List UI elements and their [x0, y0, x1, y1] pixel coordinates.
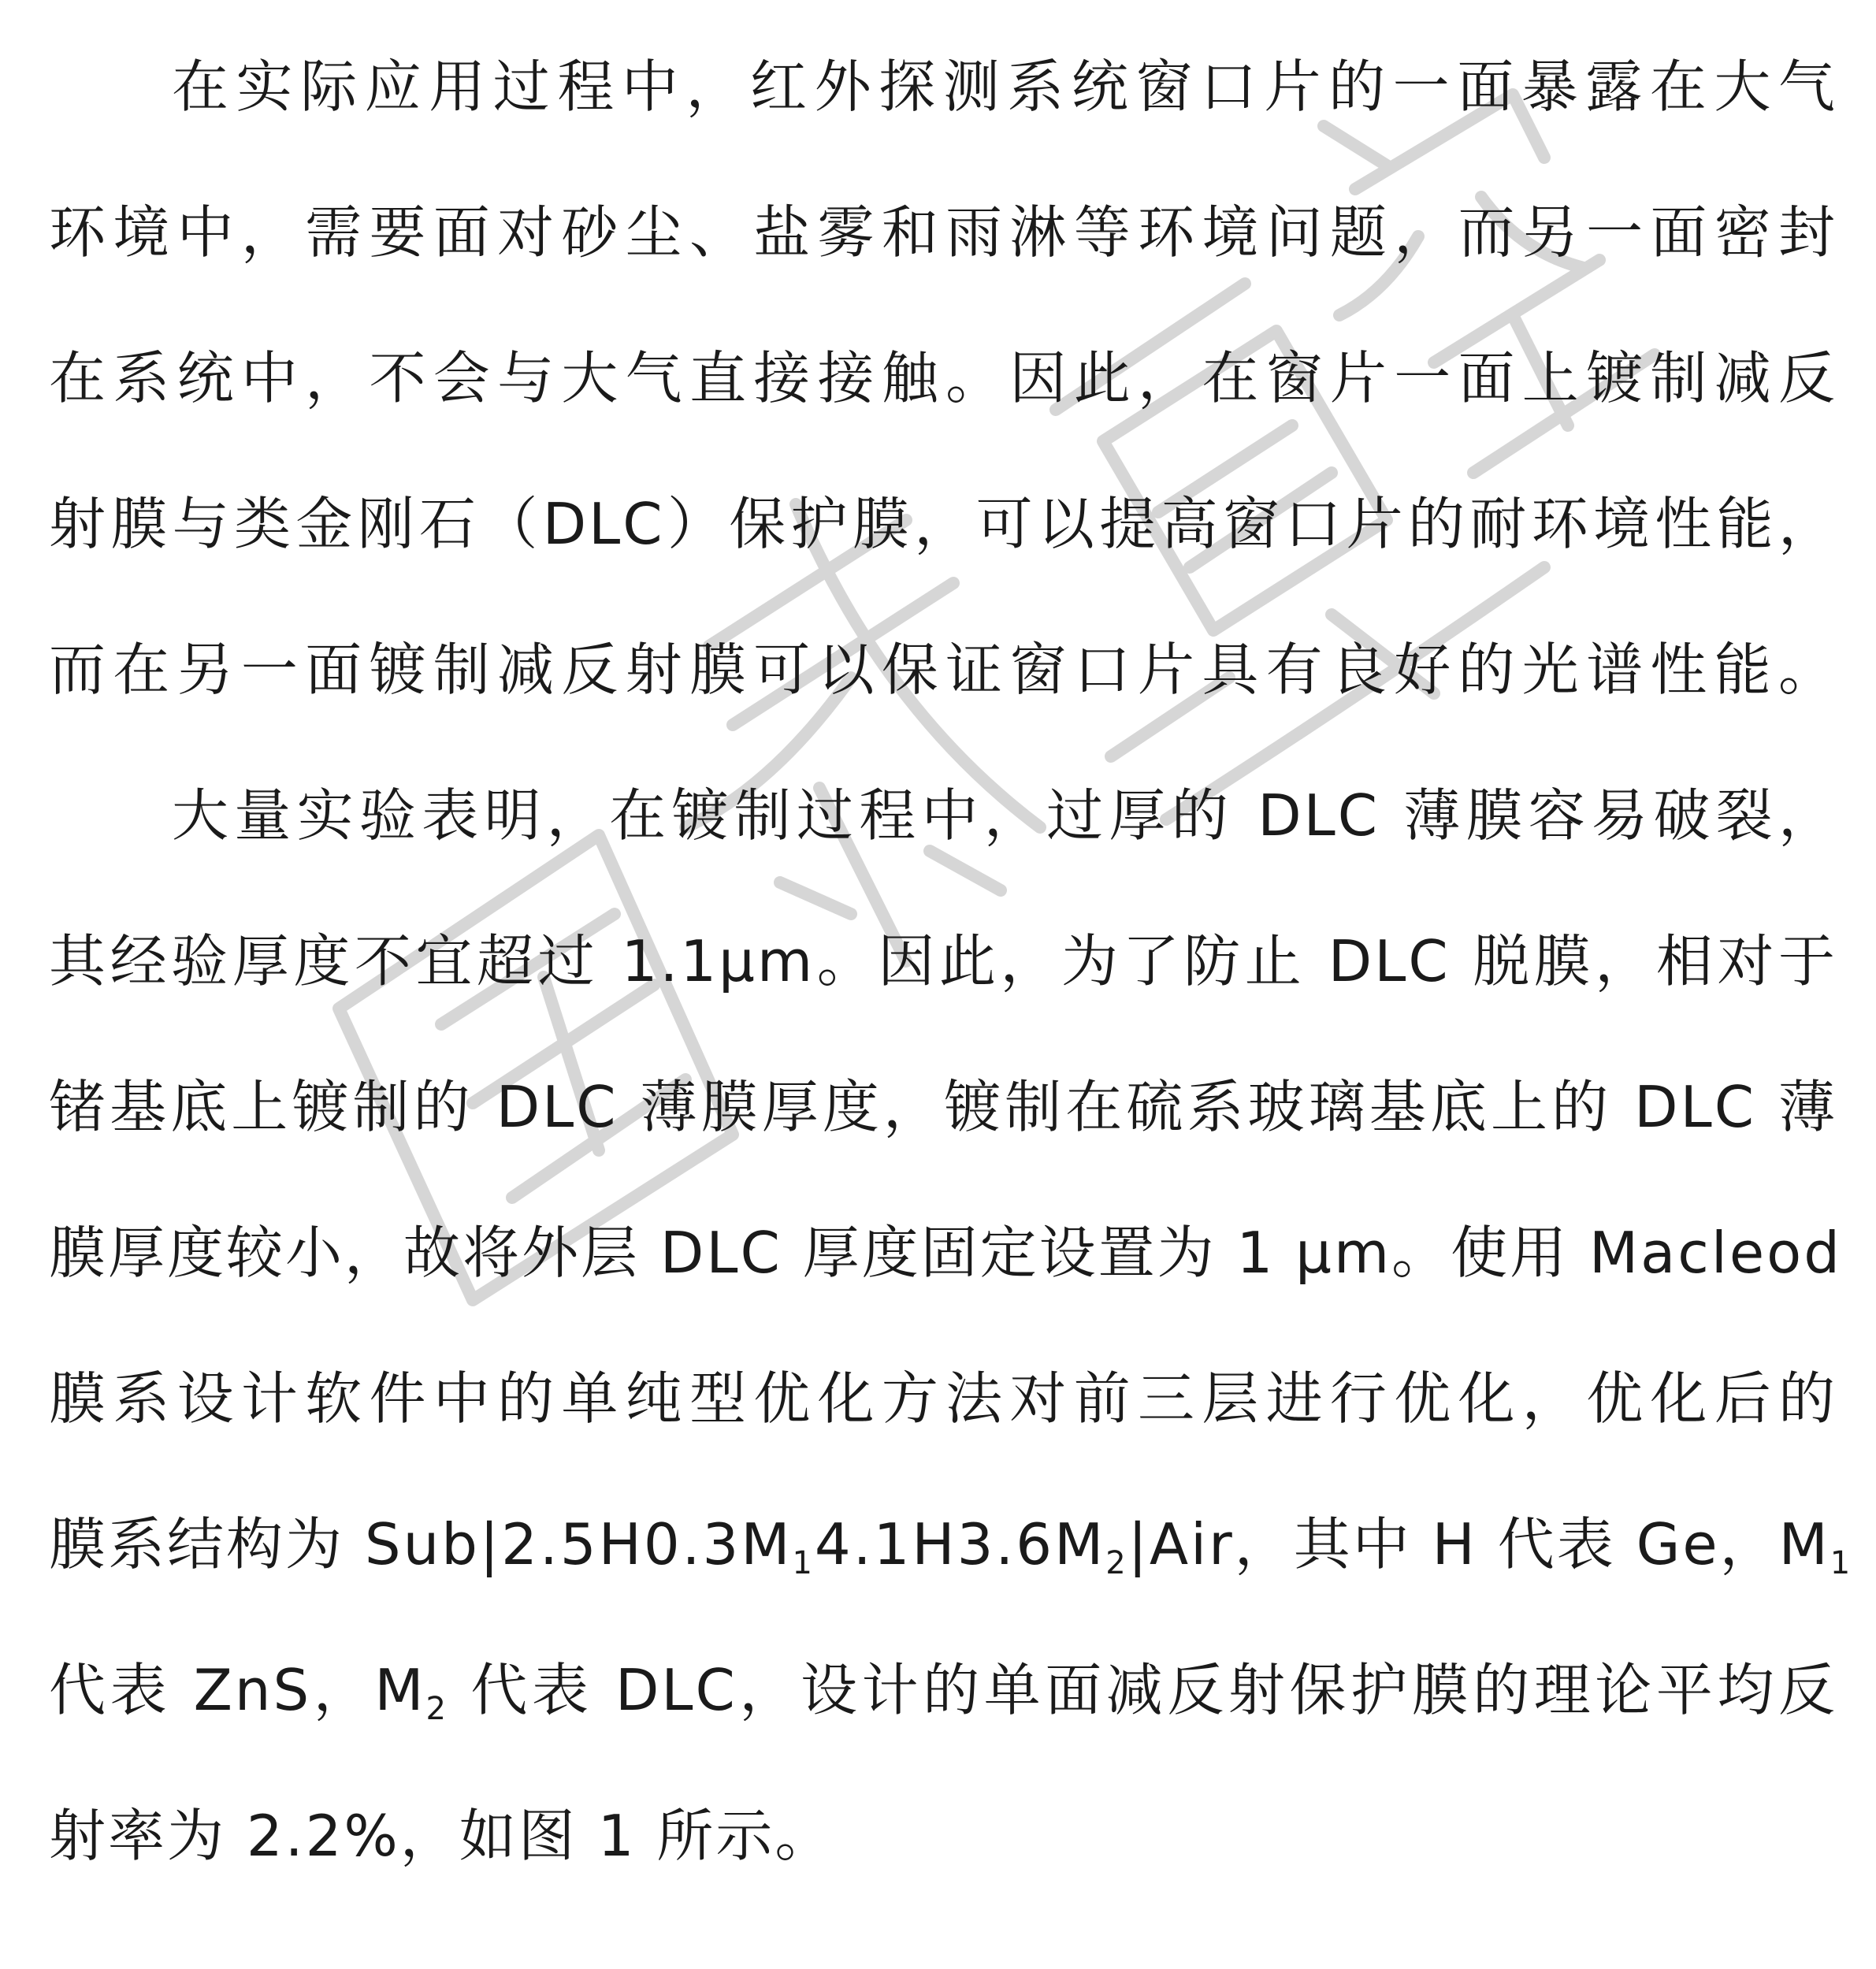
paragraph-2-line-8: 射率为 2.2%，如图 1 所示。: [49, 1803, 834, 1869]
subscript-2: 2: [1105, 1545, 1128, 1581]
subscript-3: 1: [1830, 1545, 1853, 1581]
paragraph-2-line-1: 大量实验表明，在镀制过程中，过厚的 DLC 薄膜容易破裂，: [172, 782, 1837, 849]
subscript-4: 2: [425, 1691, 448, 1727]
paragraph-2-line-4: 膜厚度较小，故将外层 DLC 厚度固定设置为 1 μm。使用 Macleod: [49, 1220, 1842, 1286]
film-structure-text-b: 4.1H3.6M: [814, 1511, 1106, 1577]
film-structure-text-a: 膜系结构为 Sub|2.5H0.3M: [49, 1511, 793, 1577]
paragraph-1-line-4: 射膜与类金刚石（DLC）保护膜，可以提高窗口片的耐环境性能，: [49, 491, 1837, 557]
subscript-1: 1: [792, 1545, 815, 1581]
paragraph-2-line-5: 膜系设计软件中的单纯型优化方法对前三层进行优化，优化后的: [49, 1365, 1837, 1432]
material-text-b: 代表 DLC，设计的单面减反射保护膜的理论平均反: [448, 1657, 1837, 1723]
paragraph-2-line-2: 其经验厚度不宜超过 1.1μm。因此，为了防止 DLC 脱膜，相对于: [49, 928, 1837, 994]
paragraph-2-line-7: [49, 1643, 1837, 1737]
paragraph-1-line-1: 在实际应用过程中，红外探测系统窗口片的一面暴露在大气: [172, 54, 1837, 120]
material-text-a: 代表 ZnS，M: [49, 1657, 426, 1723]
paragraph-2-line-6: [49, 1497, 1853, 1592]
paragraph-1-line-5: 而在另一面镀制减反射膜可以保证窗口片具有良好的光谱性能。: [49, 637, 1837, 703]
paragraph-2-line-3: 锗基底上镀制的 DLC 薄膜厚度，镀制在硫系玻璃基底上的 DLC 薄: [49, 1074, 1837, 1140]
film-structure-text-c: |Air，其中 H 代表 Ge，M: [1127, 1511, 1830, 1577]
paragraph-1-line-3: 在系统中，不会与大气直接接触。因此，在窗片一面上镀制减反: [49, 345, 1837, 411]
paragraph-1-line-2: 环境中，需要面对砂尘、盐雾和雨淋等环境问题，而另一面密封: [49, 199, 1837, 266]
